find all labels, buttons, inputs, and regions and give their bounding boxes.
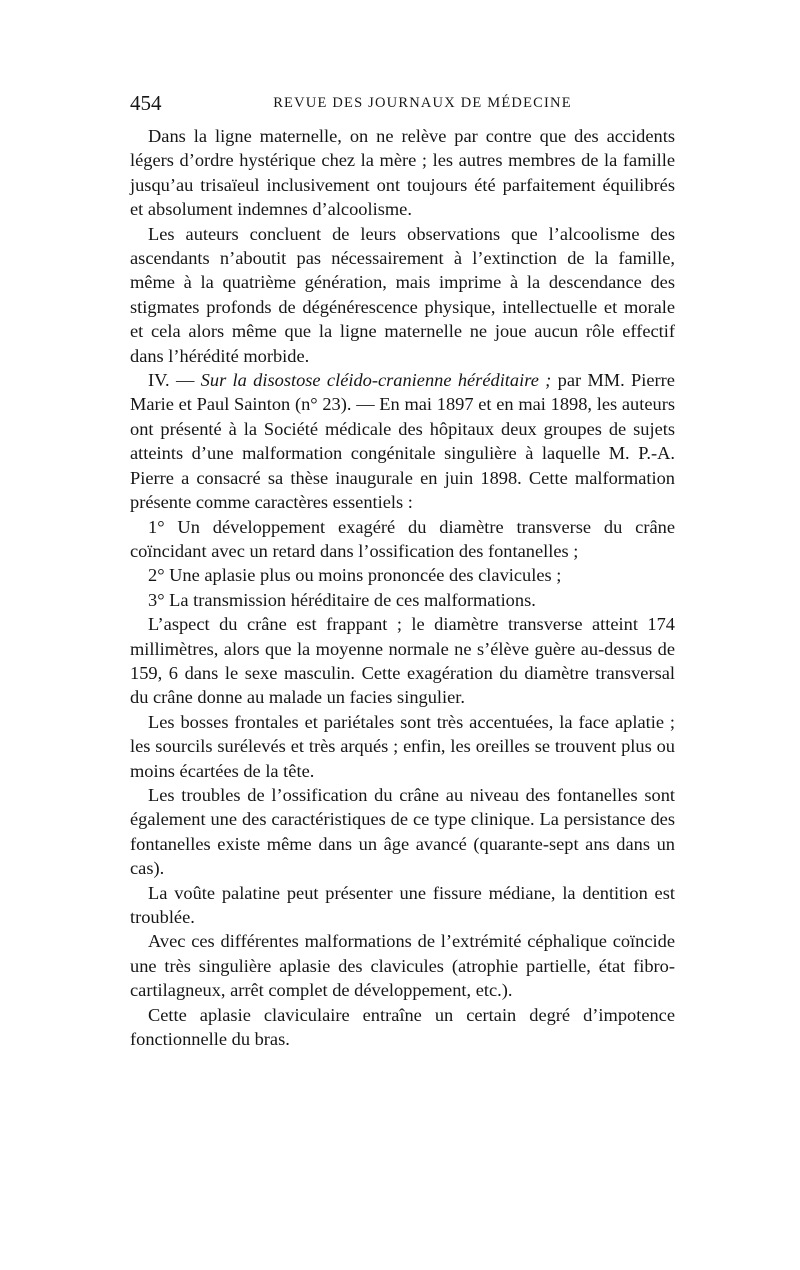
paragraph-5: Les bosses frontales et pariétales sont très accentuées, la face aplatie ; les sourcils surélevés et très arqués ; enfin, les oreilles se trouvent plus ou moins écartées de la tête. [130,711,675,781]
paragraph-3 [130,368,675,514]
list-item-1: 1° Un développement exagéré du diamètre transverse du crâne coïncidant avec un retard dans l’ossification des fontanelles ; [130,516,675,561]
list-item-3: 3° La transmission héréditaire de ces malformations. [148,589,536,610]
paragraph-1: Dans la ligne maternelle, on ne relève par contre que des accidents légers d’ordre hystérique chez la mère ; les autres membres de la famille jusqu’au trisaïeul inclusivement ont toujours été parfaitement équilibrés et absolument indemnes d’alcoolisme. [130,126,675,220]
paragraph-3-text: par MM. Pierre Marie et Paul Sainton (n° 23). — En mai 1897 et en mai 1898, les auteurs ont présenté à la Société médicale des hôpitaux deux groupes de sujets atteints d’une malformation congénitale singulière à laquelle M. P.-A. Pierre a consacré sa thèse inaugurale en juin 1898. Cette malformation présente comme caractères essentiels : [130,370,675,513]
page-number: 454 [130,91,162,115]
book-page [130,88,675,1051]
article-title: Sur la disostose cléido-cranienne héréditaire ; [200,370,552,391]
paragraph-8: Avec ces différentes malformations de l’extrémité céphalique coïncide une très singulière aplasie des clavicules (atrophie partielle, état fibro-cartilagneux, arrêt complet de développement, etc.). [130,931,675,1001]
paragraph-9: Cette aplasie claviculaire entraîne un certain degré d’impotence fonctionnelle du bras. [130,1004,675,1050]
paragraph-7: La voûte palatine peut présenter une fissure médiane, la dentition est troublée. [130,882,675,927]
running-head [130,88,675,118]
list-item-2: 2° Une aplasie plus ou moins prononcée des clavicules ; [148,565,562,586]
paragraph-2: Les auteurs concluent de leurs observations que l’alcoolisme des ascendants n’aboutit pas nécessairement à l’extinction de la famille, même à la quatrième génération, mais imprime à la descendance des stigmates profonds de dégénérescence physique, intellectuelle et morale et cela alors même que la ligne maternelle ne joue aucun rôle effectif dans l’hérédité morbide. [130,223,675,366]
paragraph-6: Les troubles de l’ossification du crâne au niveau des fontanelles sont également une des caractéristiques de ce type clinique. La persistance des fontanelles existe même dans un âge avancé (quarante-sept ans dans un cas). [130,784,675,879]
body-text [130,124,675,1051]
running-title: REVUE DES JOURNAUX DE MÉDECINE [273,95,572,111]
section-number: IV. — [148,370,195,391]
paragraph-4: L’aspect du crâne est frappant ; le diamètre transverse atteint 174 millimètres, alors que la moyenne normale ne s’élève guère au-dessus de 159, 6 dans le sexe masculin. Cette exagération du diamètre transversal du crâne donne au malade un facies singulier. [130,614,675,708]
